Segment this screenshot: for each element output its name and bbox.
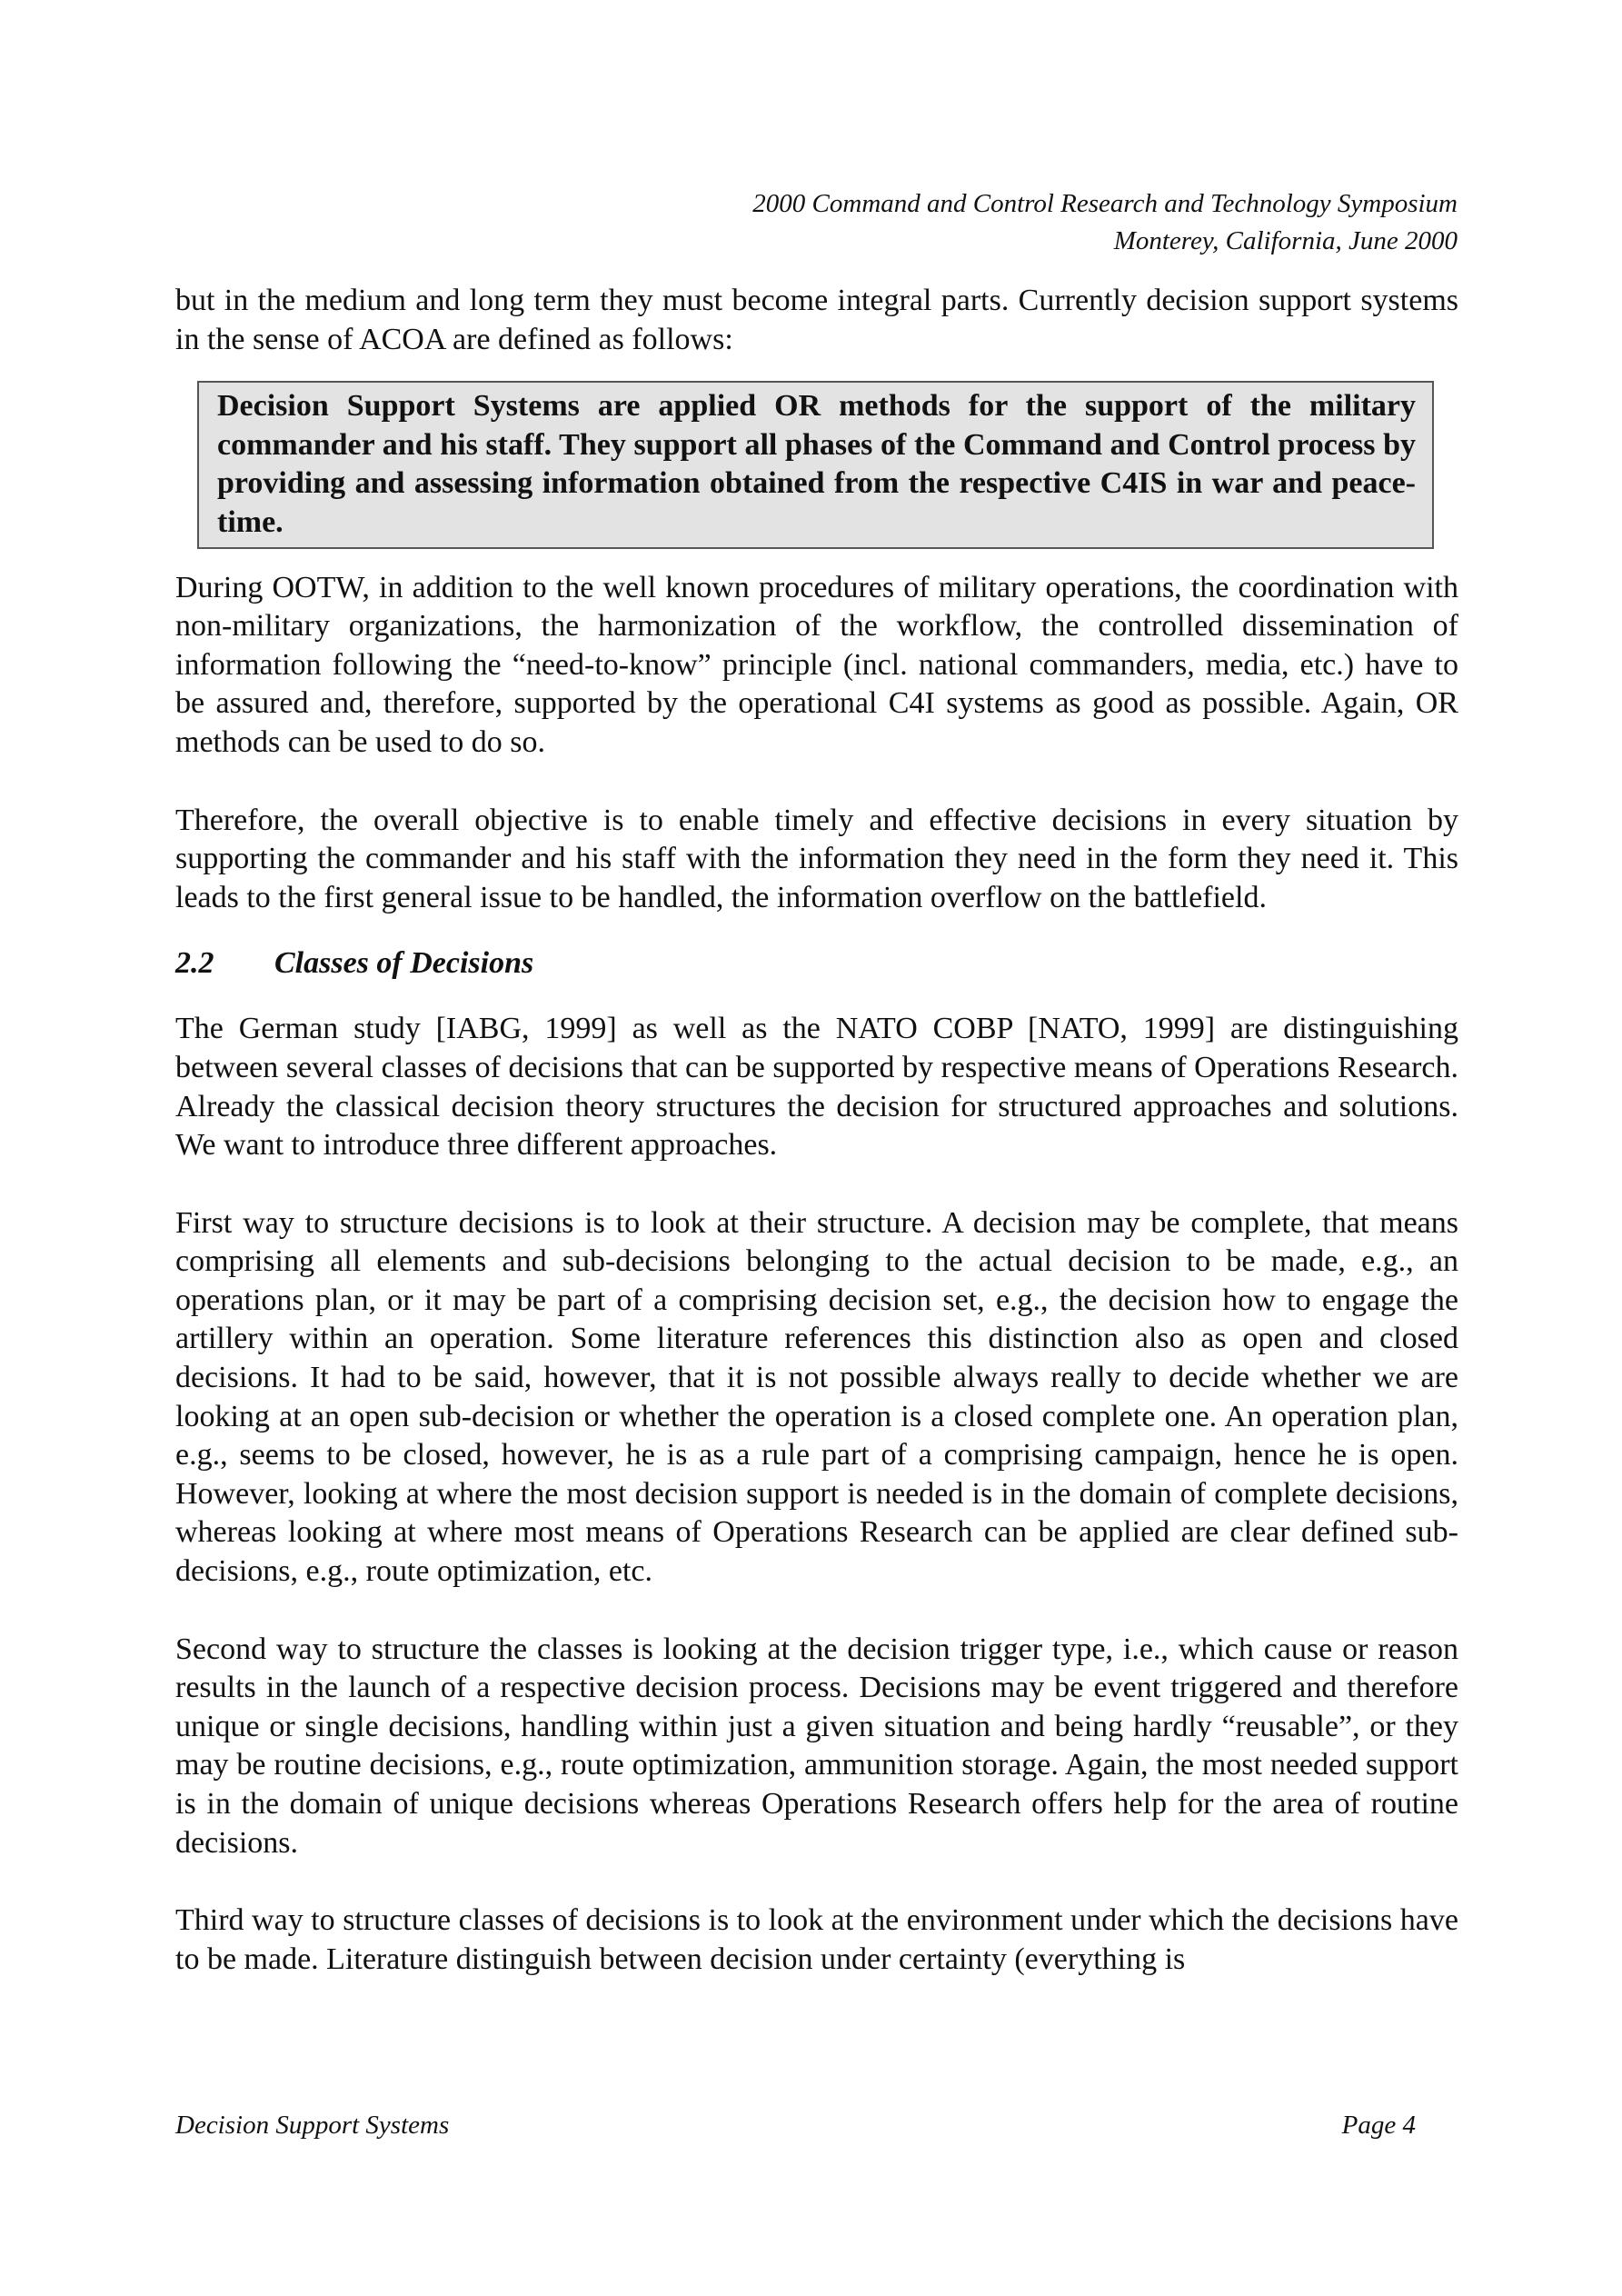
study-paragraph: The German study [IABG, 1999] as well as the NATO COBP [NATO, 1999] are distinguishing between several classes of decisions that can be supported by respective means of Operations Research. Already the classical decision theory structures the decision for structured approaches and solutions. We want to introduce three different approaches. xyxy=(175,1012,1458,1163)
ootw-paragraph: During OOTW, in addition to the well known procedures of military operations, the coordination with non-military organizations, the harmonization of the workflow, the controlled dissemination of information following the “need-to-know” principle (incl. national commanders, media, etc.) have to be assured and, therefore, supported by the operational C4I systems as good as possible. Again, OR methods can be used to do so. xyxy=(175,570,1458,759)
header-symposium-title: 2000 Command and Control Research and Technology Symposium xyxy=(752,189,1458,218)
running-header xyxy=(549,185,1458,260)
header-location-date: Monterey, California, June 2000 xyxy=(1113,226,1458,255)
intro-paragraph: but in the medium and long term they must become integral parts. Currently decision support systems in the sense of ACOA are defined as follows: xyxy=(175,284,1458,356)
definition-box: Decision Support Systems are applied OR methods for the support of the military commander and his staff. They support all phases of the Command and Control process by providing and assessing information obtained from the respective C4IS in war and peace-time. xyxy=(197,381,1434,548)
first-way-paragraph: First way to structure decisions is to look at their structure. A decision may be complete, that means comprising all elements and sub-decisions belonging to the actual decision to be made, e.g., an operations plan, or it may be part of a comprising decision set, e.g., the decision how to engage the artillery within an operation. Some literature references this distinction also as open and closed decisions. It had to be said, however, that it is not possible always really to decide whether we are looking at an open sub-decision or whether the operation is a closed complete one. An operation plan, e.g., seems to be closed, however, he is as a rule part of a comprising campaign, hence he is open. However, looking at where the most decision support is needed is in the domain of complete decisions, whereas looking at where most means of Operations Research can be applied are clear defined sub-decisions, e.g., route optimization, etc. xyxy=(175,1205,1458,1589)
footer-document-title: Decision Support Systems xyxy=(175,2111,450,2140)
second-way-paragraph: Second way to structure the classes is looking at the decision trigger type, i.e., which cause or reason results in the launch of a respective decision process. Decisions may be event triggered and therefore unique or single decisions, handling within just a given situation and being hardly “reusable”, or they may be routine decisions, e.g., route optimization, ammunition storage. Again, the most needed support is in the domain of unique decisions whereas Operations Research offers help for the area of routine decisions. xyxy=(175,1632,1458,1860)
section-heading xyxy=(175,944,1458,983)
section-number: 2.2 xyxy=(175,946,214,981)
objective-paragraph: Therefore, the overall objective is to enable timely and effective decisions in every situation by supporting the commander and his staff with the information they need in the form they need it. This leads to the first general issue to be handled, the information overflow on the battlefield. xyxy=(175,803,1458,914)
main-content xyxy=(175,282,1458,1979)
page-number: Page 4 xyxy=(1341,2111,1416,2140)
third-way-paragraph: Third way to structure classes of decisions is to look at the environment under which the decisions have to be made. Literature distinguish between decision under certainty (everything is xyxy=(175,1903,1458,1976)
section-title: Classes of Decisions xyxy=(274,946,534,981)
